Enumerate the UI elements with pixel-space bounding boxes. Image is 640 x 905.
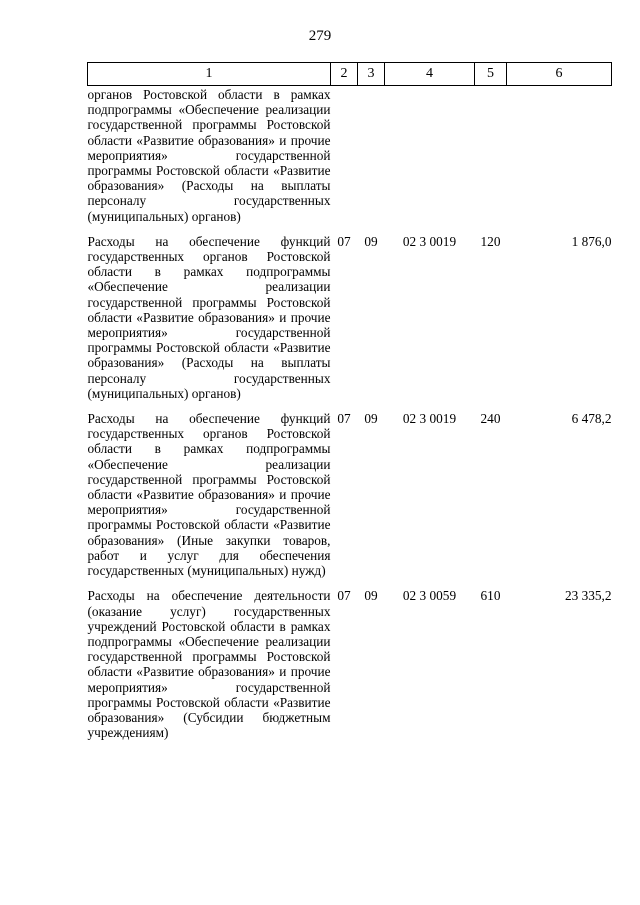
header-col-6: 6 bbox=[507, 63, 612, 86]
header-col-3: 3 bbox=[358, 63, 385, 86]
header-col-4: 4 bbox=[385, 63, 475, 86]
row-sum bbox=[507, 86, 612, 234]
row-csr: 02 3 0019 bbox=[402, 411, 457, 427]
table-row bbox=[88, 234, 612, 411]
row-vr bbox=[475, 86, 507, 234]
row-vr: 610 bbox=[480, 588, 501, 604]
table-row bbox=[88, 411, 612, 588]
row-description: органов Ростовской области в рамках подпрограммы «Обеспечение реализации государственной программы Ростовской области «Развитие образования» и прочие мероприятия» государственной программы Ростовской области «Развитие образования» (Расходы на выплаты персоналу государственных (муниципальных) органов) bbox=[87, 87, 331, 224]
row-pr bbox=[358, 86, 385, 234]
row-pr: 09 bbox=[364, 411, 378, 427]
row-description: Расходы на обеспечение функций государственных органов Ростовской области в рамках подпрограммы «Обеспечение реализации государственной программы Ростовской области «Развитие образования» и прочие мероприятия» государственной программы Ростовской области «Развитие образования» (Иные закупки товаров, работ и услуг для обеспечения государственных (муниципальных) нужд) bbox=[87, 411, 331, 579]
row-rz bbox=[331, 86, 358, 234]
row-rz: 07 bbox=[337, 588, 351, 604]
page-number: 279 bbox=[308, 28, 332, 44]
header-col-2: 2 bbox=[331, 63, 358, 86]
budget-table bbox=[87, 62, 612, 740]
table-row bbox=[88, 86, 612, 234]
row-csr: 02 3 0019 bbox=[402, 233, 457, 249]
row-rz: 07 bbox=[337, 411, 351, 427]
header-col-1: 1 bbox=[88, 63, 331, 86]
row-csr bbox=[385, 86, 475, 234]
row-pr: 09 bbox=[364, 233, 378, 249]
row-vr: 120 bbox=[480, 233, 501, 249]
row-sum: 1 876,0 bbox=[571, 233, 612, 249]
table-row bbox=[88, 588, 612, 740]
row-description: Расходы на обеспечение функций государственных органов Ростовской области в рамках подпрограммы «Обеспечение реализации государственной программы Ростовской области «Развитие образования» и прочие мероприятия» государственной программы Ростовской области «Развитие образования» (Расходы на выплаты персоналу государственных (муниципальных) органов) bbox=[87, 233, 331, 401]
header-col-5: 5 bbox=[475, 63, 507, 86]
row-sum: 23 335,2 bbox=[564, 588, 612, 604]
row-vr: 240 bbox=[480, 411, 501, 427]
row-pr: 09 bbox=[364, 588, 378, 604]
row-description: Расходы на обеспечение деятельности (оказание услуг) государственных учреждений Ростовской области в рамках подпрограммы «Обеспечение реализации государственной программы Ростовской области «Развитие образования» и прочие мероприятия» государственной программы Ростовской области «Развитие образования» (Субсидии бюджетным учреждениям) bbox=[87, 588, 331, 741]
row-csr: 02 3 0059 bbox=[402, 588, 457, 604]
table-header-row bbox=[88, 63, 612, 86]
row-rz: 07 bbox=[337, 233, 351, 249]
row-sum: 6 478,2 bbox=[571, 411, 612, 427]
